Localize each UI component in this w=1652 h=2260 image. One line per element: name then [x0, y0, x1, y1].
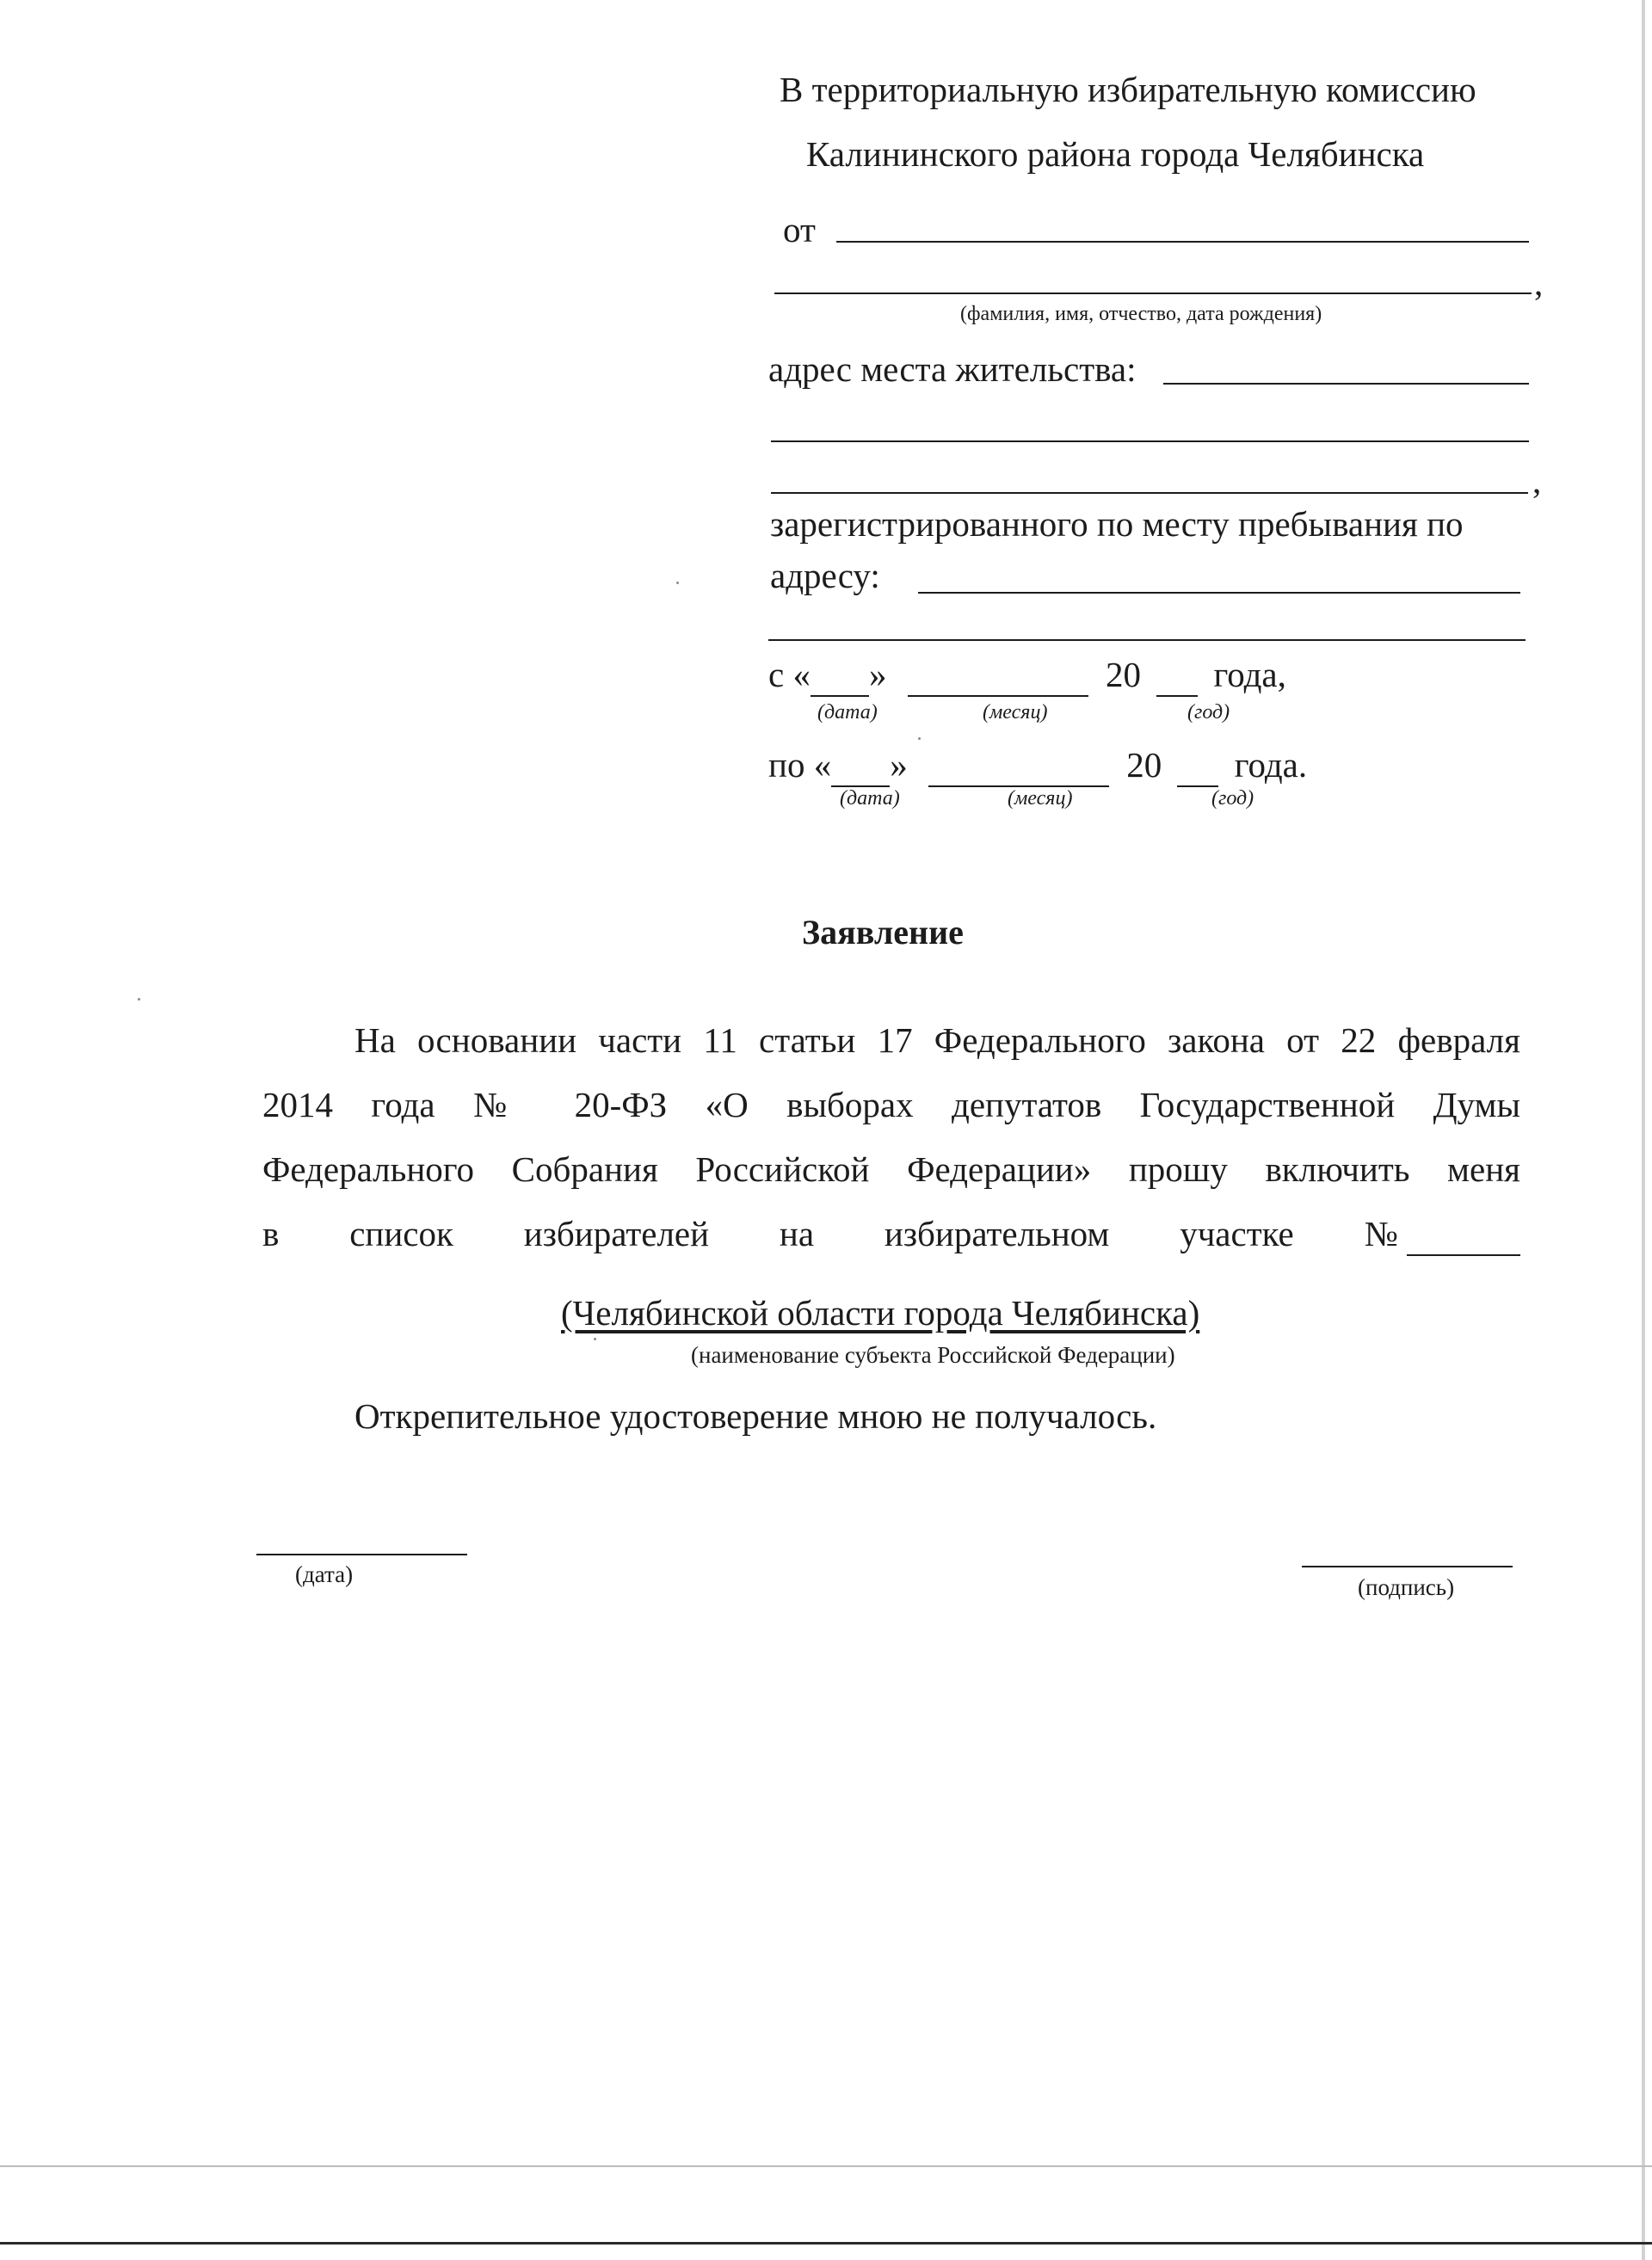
paragraph-word: на	[779, 1214, 815, 1253]
from-date-row	[768, 654, 1286, 697]
addressee-line-2: Калининского района города Челябинска	[806, 134, 1425, 174]
number-sign: №	[1364, 1214, 1398, 1253]
address-field-3[interactable]	[771, 492, 1528, 494]
from-year-prefix: 20	[1105, 655, 1141, 694]
to-month-caption: (месяц)	[1008, 787, 1073, 810]
address-field-2[interactable]	[771, 440, 1529, 442]
to-year-caption: (год)	[1211, 787, 1254, 810]
statement-title: Заявление	[802, 913, 964, 951]
registered-label: зарегистрированного по месту пребывания по	[770, 504, 1464, 544]
signature-caption: (подпись)	[1358, 1574, 1455, 1600]
to-day-caption: (дата)	[840, 787, 900, 810]
from-year-caption: (год)	[1187, 701, 1230, 724]
date-field[interactable]	[256, 1554, 467, 1555]
from-year-field[interactable]	[1156, 654, 1198, 697]
paragraph-word: список	[349, 1214, 453, 1253]
paragraph-line-1: На основании части 11 статьи 17 Федерального закона от 22 февраля	[354, 1020, 1520, 1060]
from-day-caption: (дата)	[817, 701, 878, 724]
to-date-suffix: года.	[1234, 745, 1308, 785]
from-date-prefix: с «	[768, 655, 811, 694]
from-month-caption: (месяц)	[983, 701, 1048, 724]
paragraph-line-3: Федерального Собрания Российской Федерации» прошу включить меня	[262, 1149, 1520, 1189]
to-year-field[interactable]	[1177, 744, 1218, 787]
address-field-1[interactable]	[1163, 383, 1529, 385]
scan-speck	[594, 1338, 596, 1340]
from-date-close-quote: »	[868, 655, 887, 694]
paragraph-word: в	[262, 1214, 280, 1253]
from-month-field[interactable]	[908, 654, 1088, 697]
paragraph-line-2: 2014 года № 20-ФЗ «О выборах депутатов Государственной Думы	[262, 1085, 1520, 1124]
polling-station-field[interactable]	[1407, 1213, 1520, 1256]
to-year-prefix: 20	[1126, 745, 1162, 785]
scan-speck	[676, 582, 679, 584]
address-label: адрес места жительства:	[768, 349, 1137, 389]
registered-address-label: адресу:	[770, 556, 880, 595]
to-date-row	[768, 744, 1307, 787]
paragraph-word: избирательном	[884, 1214, 1110, 1253]
signature-field[interactable]	[1302, 1566, 1513, 1567]
scan-edge-bottom-light	[0, 2165, 1652, 2167]
to-date-close-quote: »	[890, 745, 908, 785]
from-date-suffix: года,	[1213, 655, 1286, 694]
paragraph-word: избирателей	[523, 1214, 710, 1253]
to-month-field[interactable]	[928, 744, 1109, 787]
paragraph-line-4	[262, 1213, 1520, 1256]
comma: ,	[1532, 461, 1542, 501]
paragraph-word: участке	[1180, 1214, 1294, 1253]
region-caption: (наименование субъекта Российской Федерации)	[691, 1342, 1175, 1368]
registered-address-field-1[interactable]	[918, 592, 1520, 594]
to-day-field[interactable]	[831, 744, 890, 787]
from-day-field[interactable]	[811, 654, 869, 697]
addressee-line-1: В территориальную избирательную комиссию	[780, 70, 1476, 109]
from-name-field-2[interactable]	[774, 293, 1532, 294]
from-name-field[interactable]	[836, 241, 1529, 243]
date-caption: (дата)	[295, 1561, 354, 1587]
comma: ,	[1534, 263, 1544, 303]
certificate-statement: Открепительное удостоверение мною не получалось.	[354, 1396, 1157, 1436]
registered-address-field-2[interactable]	[768, 639, 1526, 641]
region-name: (Челябинской области города Челябинска)	[561, 1293, 1200, 1333]
polling-station-number	[1365, 1213, 1520, 1256]
scan-edge-right	[1642, 0, 1645, 2260]
scan-speck	[918, 737, 921, 740]
from-label: от	[783, 210, 816, 249]
to-date-prefix: по «	[768, 745, 832, 785]
scan-speck	[138, 998, 140, 1001]
fio-caption: (фамилия, имя, отчество, дата рождения)	[960, 303, 1322, 325]
scan-edge-bottom-dark	[0, 2242, 1652, 2245]
